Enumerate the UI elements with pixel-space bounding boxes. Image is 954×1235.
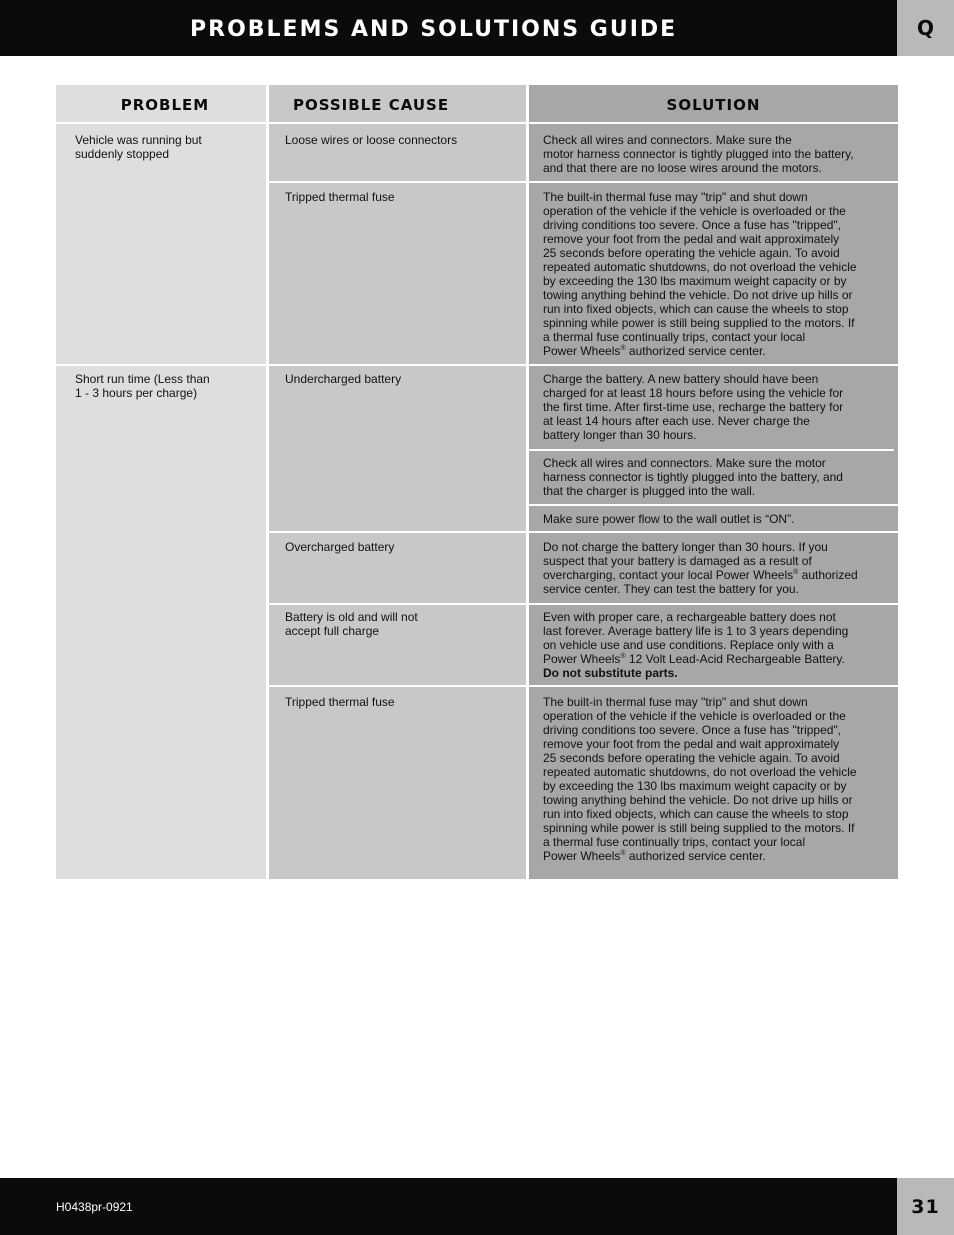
- registered-mark: ®: [793, 569, 799, 576]
- row-divider: [269, 603, 898, 605]
- row-divider: [56, 364, 898, 366]
- solution-cell: Check all wires and connectors. Make sure the motor harness connector is tightly plugged into the battery, and that the charger is plugged into the wall.: [543, 456, 843, 498]
- cause-cell: Battery is old and will not accept full charge: [285, 610, 418, 638]
- solution-cell: Even with proper care, a rechargeable battery does not last forever. Average battery life is 1 to 3 years depending on vehicle use and use conditions. Replace only with a Power Wheels® 12 Volt Lead-Acid Rechargeable Battery. Do not substitute parts.: [543, 610, 849, 680]
- row-divider: [269, 685, 898, 687]
- solution-cell: The built-in thermal fuse may "trip" and shut down operation of the vehicle if the vehicle is overloaded or the driving conditions too severe. Once a fuse has "tripped", remove your foot from the pedal and wait approximately 25 seconds before operating the vehicle again. To avoid repeated automatic shutdowns, do not overload the vehicle by exceeding the 130 lbs maximum weight capacity or by towing anything behind the vehicle. Do not drive up hills or run into fixed objects, which can cause the wheels to stop spinning while power is still being supplied to the motors. If a thermal fuse continually trips, contact your local Power Wheels® authorized service center.: [543, 695, 857, 863]
- cause-cell: Tripped thermal fuse: [285, 695, 395, 709]
- header-cause: POSSIBLE CAUSE: [293, 96, 450, 114]
- footer-bar: [0, 1178, 897, 1235]
- solution-cell: Charge the battery. A new battery should have been charged for at least 18 hours before using the vehicle for the first time. After first-time use, recharge the battery for at least 14 hours after each use. Never charge the battery longer than 30 hours.: [543, 372, 844, 442]
- row-divider: [529, 504, 898, 506]
- row-divider: [529, 449, 894, 451]
- page-number: 31: [897, 1178, 954, 1235]
- cause-cell: Overcharged battery: [285, 540, 395, 554]
- row-divider: [269, 181, 898, 183]
- cause-cell: Tripped thermal fuse: [285, 190, 395, 204]
- registered-mark: ®: [620, 850, 626, 857]
- header-problem: PROBLEM: [120, 96, 210, 114]
- document-code: H0438pr-0921: [56, 1200, 133, 1214]
- cause-cell: Undercharged battery: [285, 372, 402, 386]
- section-tab: Q: [897, 0, 954, 56]
- page-title: PROBLEMS AND SOLUTIONS GUIDE: [190, 17, 678, 42]
- solution-cell: Check all wires and connectors. Make sure the motor harness connector is tightly plugged into the battery, and that there are no loose wires around the motors.: [543, 133, 854, 175]
- problem-column: [56, 85, 266, 879]
- problems-table: [56, 85, 898, 879]
- problem-cell: Vehicle was running but suddenly stopped: [75, 133, 202, 161]
- row-divider: [269, 531, 898, 533]
- cause-cell: Loose wires or loose connectors: [285, 133, 458, 147]
- registered-mark: ®: [620, 345, 626, 352]
- warning-text: Do not substitute parts.: [543, 666, 678, 680]
- solution-cell: Do not charge the battery longer than 30 hours. If you suspect that your battery is damaged as a result of overcharging, contact your local Power Wheels® authorized service center. They can test the battery for you.: [543, 540, 858, 596]
- solution-cell: Make sure power flow to the wall outlet is “ON”.: [543, 512, 795, 526]
- solution-cell: The built-in thermal fuse may "trip" and shut down operation of the vehicle if the vehicle is overloaded or the driving conditions too severe. Once a fuse has "tripped", remove your foot from the pedal and wait approximately 25 seconds before operating the vehicle again. To avoid repeated automatic shutdowns, do not overload the vehicle by exceeding the 130 lbs maximum weight capacity or by towing anything behind the vehicle. Do not drive up hills or run into fixed objects, which can cause the wheels to stop spinning while power is still being supplied to the motors. If a thermal fuse continually trips, contact your local Power Wheels® authorized service center.: [543, 190, 857, 358]
- header-divider: [56, 122, 898, 124]
- problem-cell: Short run time (Less than 1 - 3 hours per charge): [75, 372, 210, 400]
- header-solution: SOLUTION: [666, 96, 761, 114]
- registered-mark: ®: [620, 653, 626, 660]
- cause-column: [269, 85, 526, 879]
